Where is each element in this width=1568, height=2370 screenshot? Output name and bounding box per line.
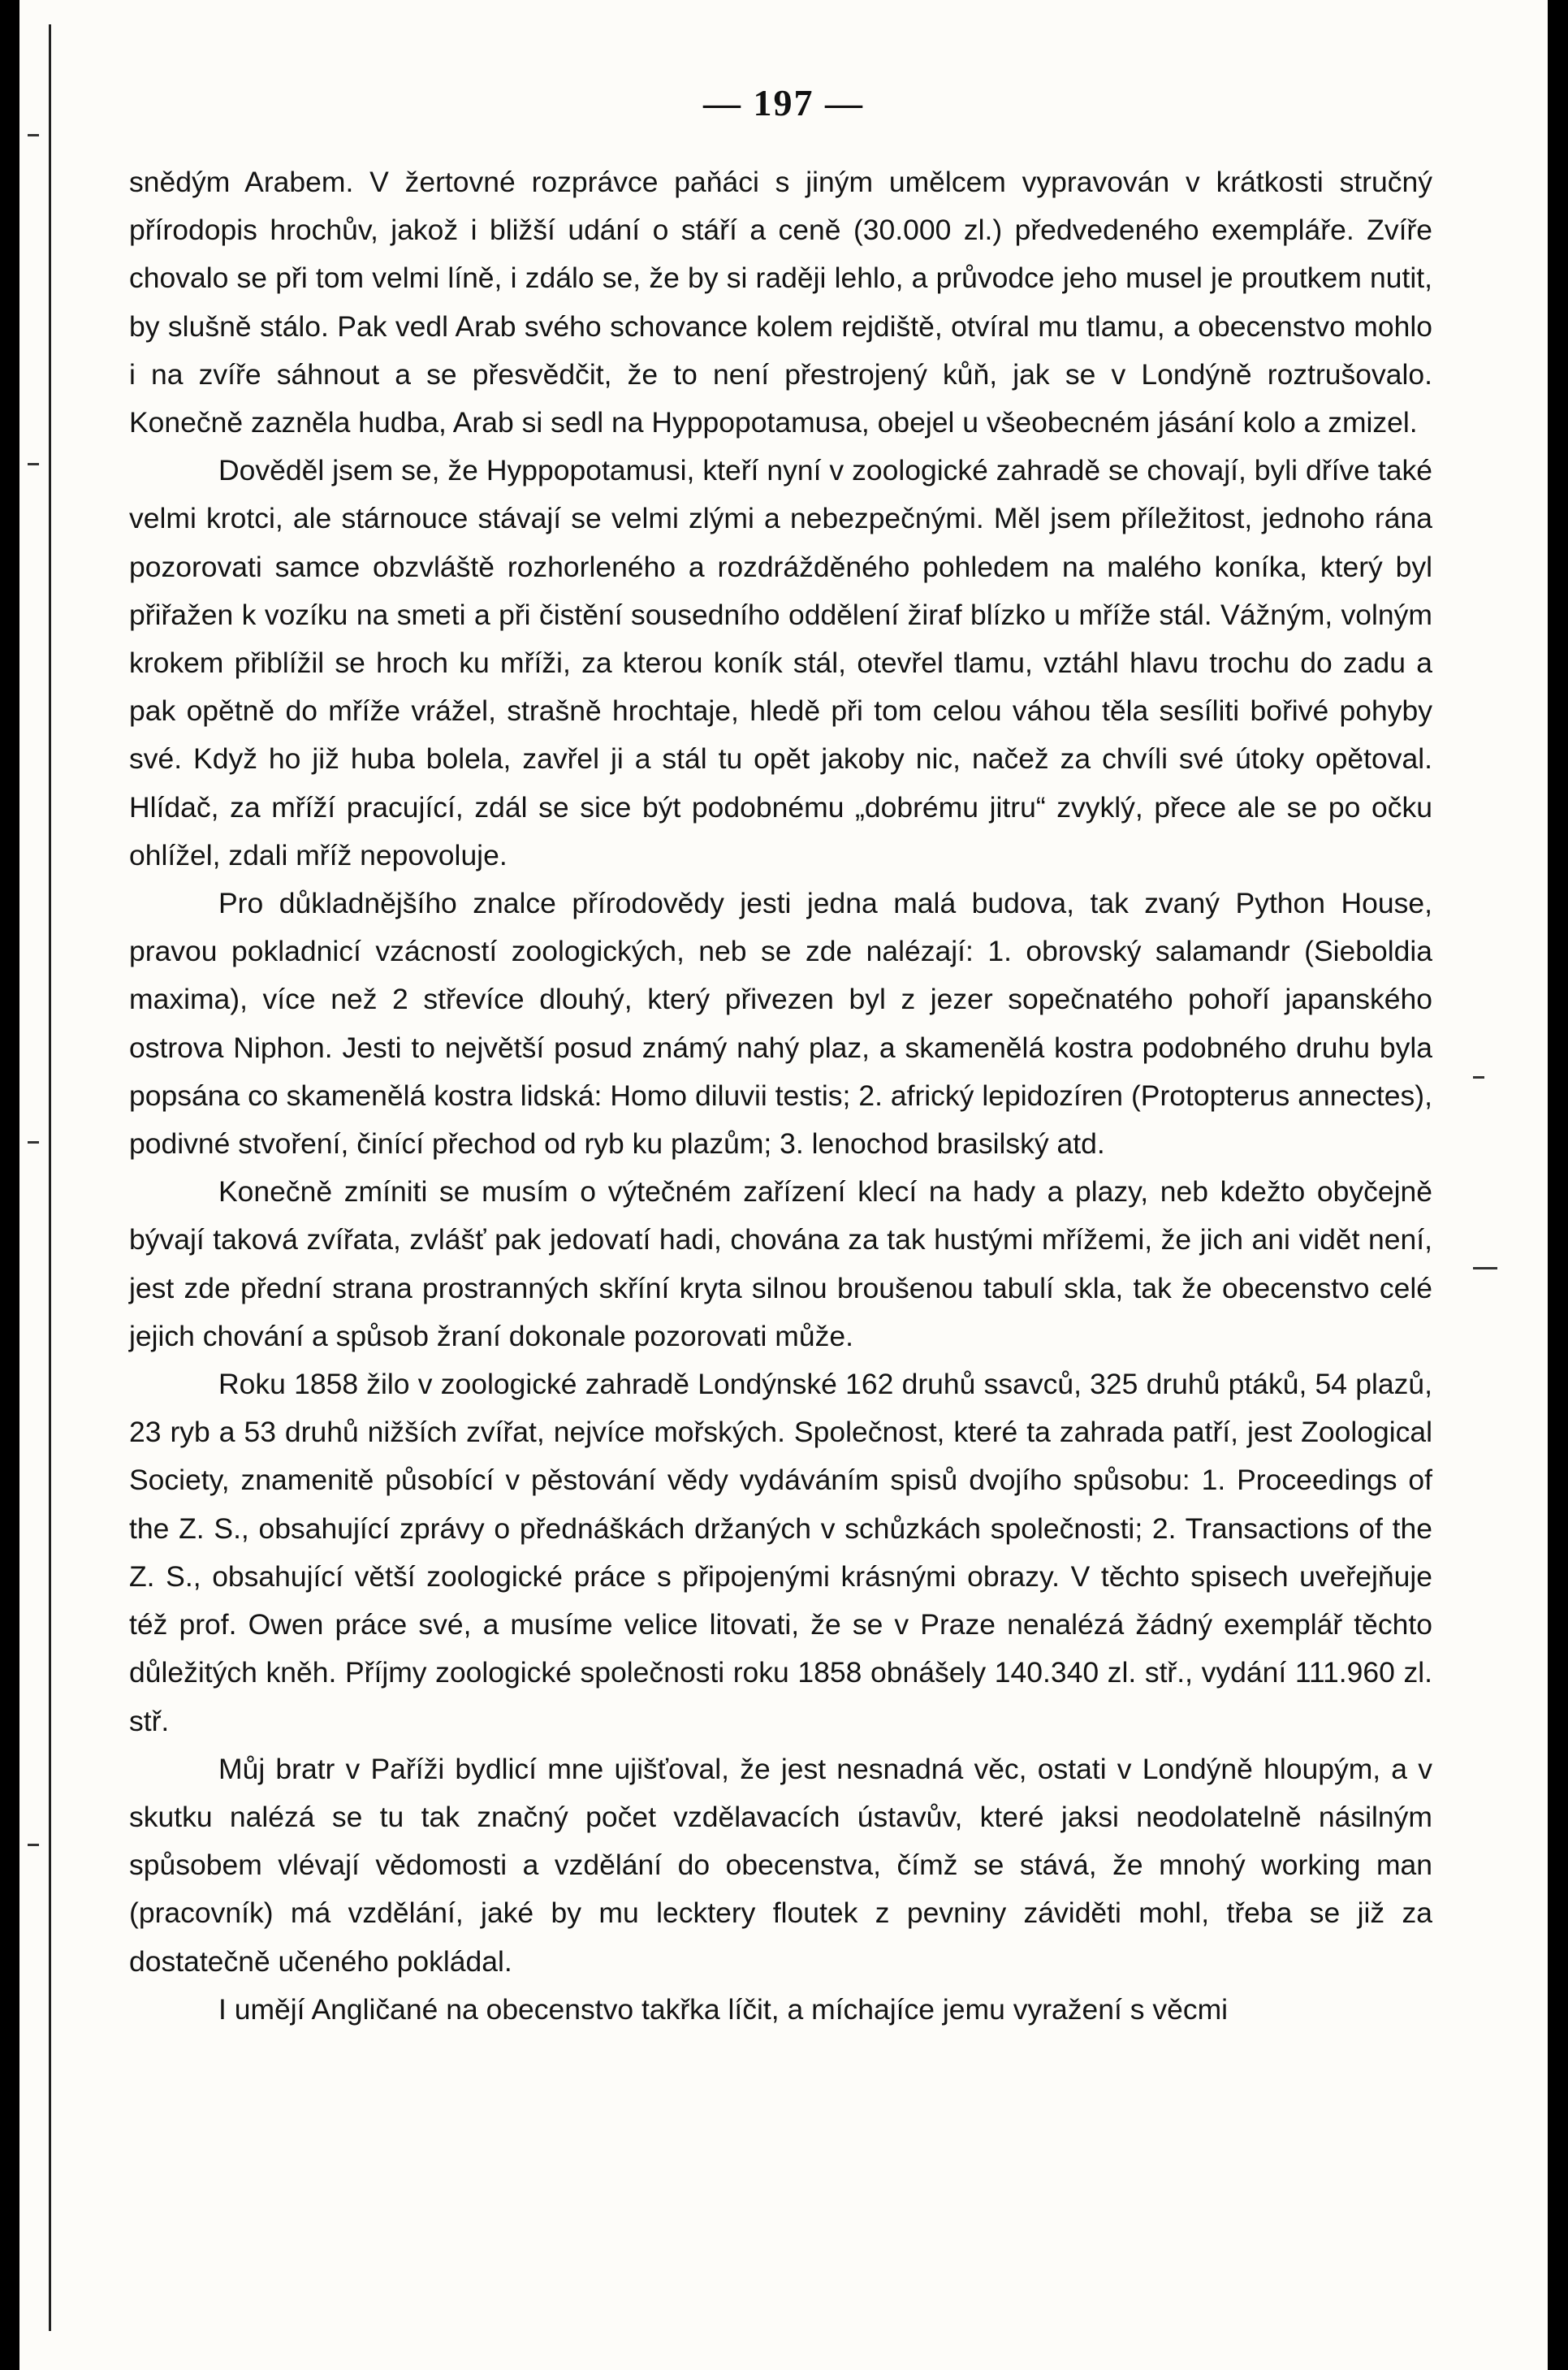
margin-mark xyxy=(1473,1076,1484,1079)
margin-mark xyxy=(28,463,39,465)
book-page xyxy=(19,0,1548,2370)
left-margin-rule xyxy=(49,24,51,2331)
body-text xyxy=(129,158,1432,2034)
paragraph: Pro důkladnějšího znalce přírodovědy jesti jedna malá budova, tak zvaný Python House, pravou pokladnicí vzácností zoologických, neb se zde nalézají: 1. obrovský salamandr (Sieboldia maxima), více než 2 střevíce dlouhý, který přivezen byl z jezer sopečnatého pohoří japanského ostrova Niphon. Jesti to největší posud známý nahý plaz, a skamenělá kostra podobného druhu byla popsána co skamenělá kostra lidská: Homo diluvii testis; 2. africký lepidozíren (Protopterus annectes), podivné stvoření, činící přechod od ryb ku plazům; 3. lenochod brasilský atd. xyxy=(129,887,1432,1161)
paragraph: Dověděl jsem se, že Hyppopotamusi, kteří nyní v zoologické zahradě se chovají, byli dříve také velmi krotci, ale stárnouce stávají se velmi zlými a nebezpečnými. Měl jsem příležitost, jednoho rána pozorovati samce obzvláště rozhorleného a rozdrážděného pohledem na malého koníka, který byl přiřažen k vozíku na smeti a při čistění sousedního oddělení žiraf blízko u mříže stál. Vážným, volným krokem přiblížil se hroch ku mříži, za kterou koník stál, otevřel tlamu, vztáhl hlavu trochu do zadu a pak opětně do mříže vrážel, strašně hrochtaje, hledě při tom celou váhou těla sesíliti bořivé pohyby své. Když ho již huba bolela, zavřel ji a stál tu opět jakoby nic, načež za chvíli své útoky opětoval. Hlídač, za mříží pracující, zdál se sice být podobnému „dobrému jitru“ zvyklý, přece ale se po očku ohlížel, zdali mříž nepovoluje. xyxy=(129,454,1432,871)
margin-mark xyxy=(28,1844,39,1846)
margin-mark xyxy=(28,1141,39,1144)
paragraph: Konečně zmíniti se musím o výtečném zařízení klecí na hady a plazy, neb kdežto obyčejně bývají taková zvířata, zvlášť pak jedovatí hadi, chována za tak hustými mřížemi, že jich ani vidět není, jest zde přední strana prostranných skříní kryta silnou broušenou tabulí skla, tak že obecenstvo celé jejich chování a spůsob žraní dokonale pozorovati může. xyxy=(129,1175,1432,1352)
paragraph: Roku 1858 žilo v zoologické zahradě Londýnské 162 druhů ssavců, 325 druhů ptáků, 54 plazů, 23 ryb a 53 druhů nižších zvířat, nejvíce mořských. Společnost, které ta zahrada patří, jest Zoological Society, znamenitě působící v pěstování vědy vydáváním spisů dvojího spůsobu: 1. Proceedings of the Z. S., obsahující zprávy o přednáškách držaných v schůzkách společnosti; 2. Transactions of the Z. S., obsahující větší zoologické práce s připojenými krásnými obrazy. V těchto spisech uveřejňuje též prof. Owen práce své, a musíme velice litovati, že se v Praze nenalézá žádný exemplář těchto důležitých kněh. Příjmy zoologické společnosti roku 1858 obnášely 140.340 zl. stř., vydání 111.960 zl. stř. xyxy=(129,1368,1432,1737)
paragraph: Můj bratr v Paříži bydlicí mne ujišťoval, že jest nesnadná věc, ostati v Londýně hloupým, a v skutku nalézá se tu tak značný počet vzdělavacích ústavův, které jaksi neodolatelně násilným spůsobem vlévají vědomosti a vzdělání do obecenstva, čímž se stává, že mnohý working man (pracovník) má vzdělání, jaké by mu lecktery floutek z pevniny záviděti mohl, třeba se již za dostatečně učeného pokládal. xyxy=(129,1752,1432,1978)
paragraph: I umějí Angličané na obecenstvo takřka líčit, a míchajíce jemu vyražení s věcmi xyxy=(218,1992,1229,2026)
margin-mark xyxy=(1473,1267,1497,1269)
margin-mark xyxy=(28,134,39,136)
paragraph: snědým Arabem. V žertovné rozprávce paňáci s jiným umělcem vypravován v krátkosti stručný přírodopis hrochův, jakož i bližší udání o stáří a ceně (30.000 zl.) předvedeného exempláře. Zvíře chovalo se při tom velmi líně, i zdálo se, že by si raději lehlo, a průvodce jeho musel je proutkem nutit, by slušně stálo. Pak vedl Arab svého schovance kolem rejdiště, otvíral mu tlamu, a obecenstvo mohlo i na zvíře sáhnout a se přesvědčit, že to není přestrojený kůň, jak se v Londýně roztrušovalo. Konečně zazněla hudba, Arab si sedl na Hyppopotamusa, obejel u všeobecném jásání kolo a zmizel. xyxy=(129,166,1432,439)
page-number: — 197 — xyxy=(703,82,864,123)
